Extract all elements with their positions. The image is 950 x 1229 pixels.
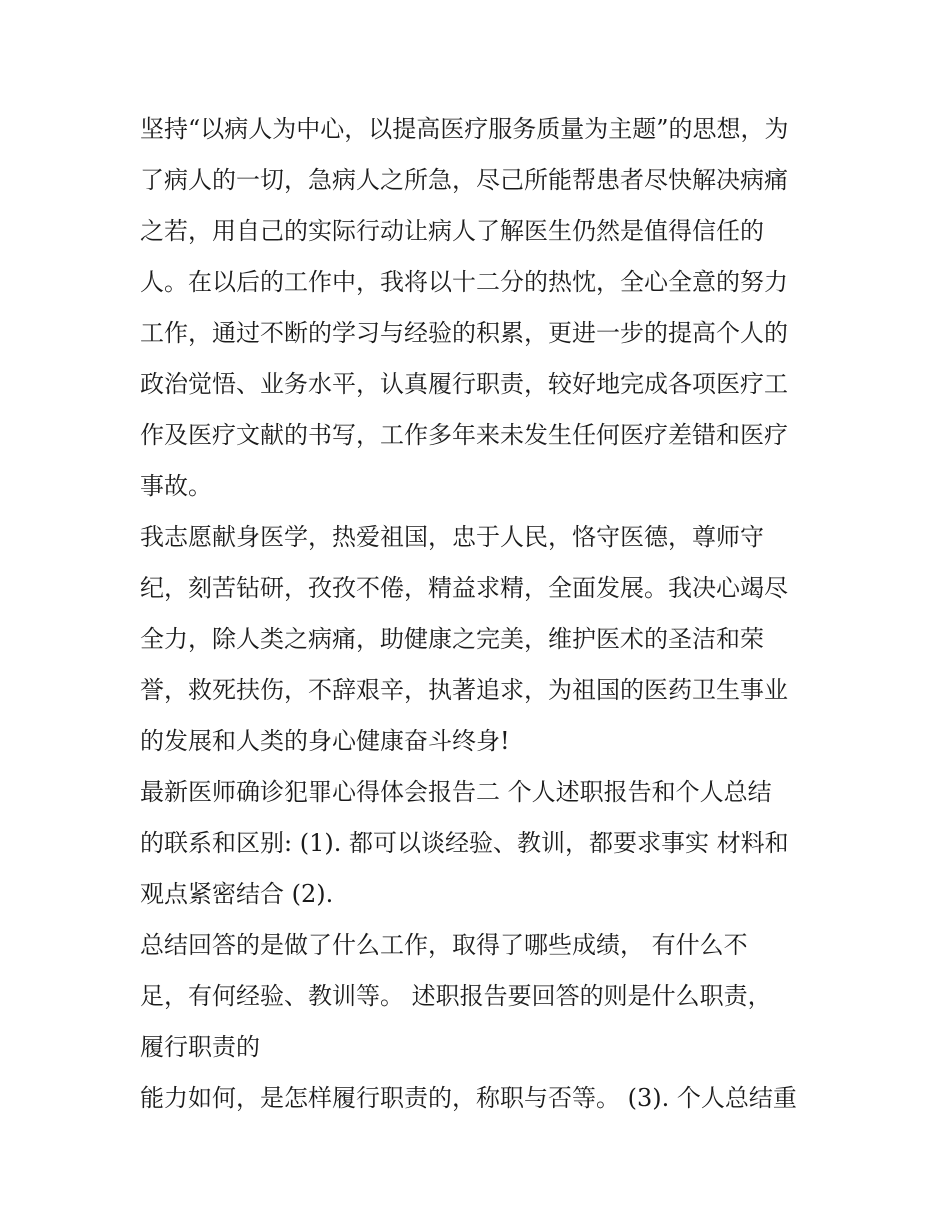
- text-line-10: 纪，刻苦钻研，孜孜不倦，精益求精，全面发展。我决心竭尽: [140, 574, 788, 602]
- document-body: [140, 104, 820, 1124]
- text-line-17: 总结回答的是做了什么工作，取得了哪些成绩， 有什么不: [140, 931, 748, 959]
- text-line-4: 人。在以后的工作中，我将以十二分的热忱，全心全意的努力: [140, 268, 788, 296]
- text-line-1: 坚持“以病人为中心，以提高医疗服务质量为主题”的思想，为: [140, 115, 789, 143]
- text-line-8: 事故。: [140, 472, 212, 500]
- text-line-11: 全力，除人类之病痛，助健康之完美，维护医术的圣洁和荣: [140, 625, 764, 653]
- text-line-9: 我志愿献身医学，热爱祖国，忠于人民，恪守医德，尊师守: [140, 523, 764, 551]
- text-line-16: 观点紧密结合 (2).: [140, 880, 334, 908]
- text-line-3: 之若，用自己的实际行动让病人了解医生仍然是值得信任的: [140, 217, 764, 245]
- text-line-13: 的发展和人类的身心健康奋斗终身!: [140, 727, 510, 755]
- text-line-14: 最新医师确诊犯罪心得体会报告二 个人述职报告和个人总结: [140, 778, 772, 806]
- text-line-2: 了病人的一切，急病人之所急，尽己所能帮患者尽快解决病痛: [140, 166, 788, 194]
- text-line-12: 誉，救死扶伤，不辞艰辛，执著追求，为祖国的医药卫生事业: [140, 676, 788, 704]
- text-line-20: 能力如何，是怎样履行职责的，称职与否等。 (3). 个人总结重: [140, 1084, 797, 1112]
- text-line-15: 的联系和区别: (1). 都可以谈经验、教训，都要求事实 材料和: [140, 829, 789, 857]
- text-line-7: 作及医疗文献的书写，工作多年来未发生任何医疗差错和医疗: [140, 421, 788, 449]
- text-line-18: 足，有何经验、教训等。 述职报告要回答的则是什么职责，: [140, 982, 772, 1010]
- text-line-6: 政治觉悟、业务水平，认真履行职责，较好地完成各项医疗工: [140, 370, 788, 398]
- text-line-5: 工作，通过不断的学习与经验的积累，更进一步的提高个人的: [140, 319, 788, 347]
- text-line-19: 履行职责的: [140, 1033, 260, 1061]
